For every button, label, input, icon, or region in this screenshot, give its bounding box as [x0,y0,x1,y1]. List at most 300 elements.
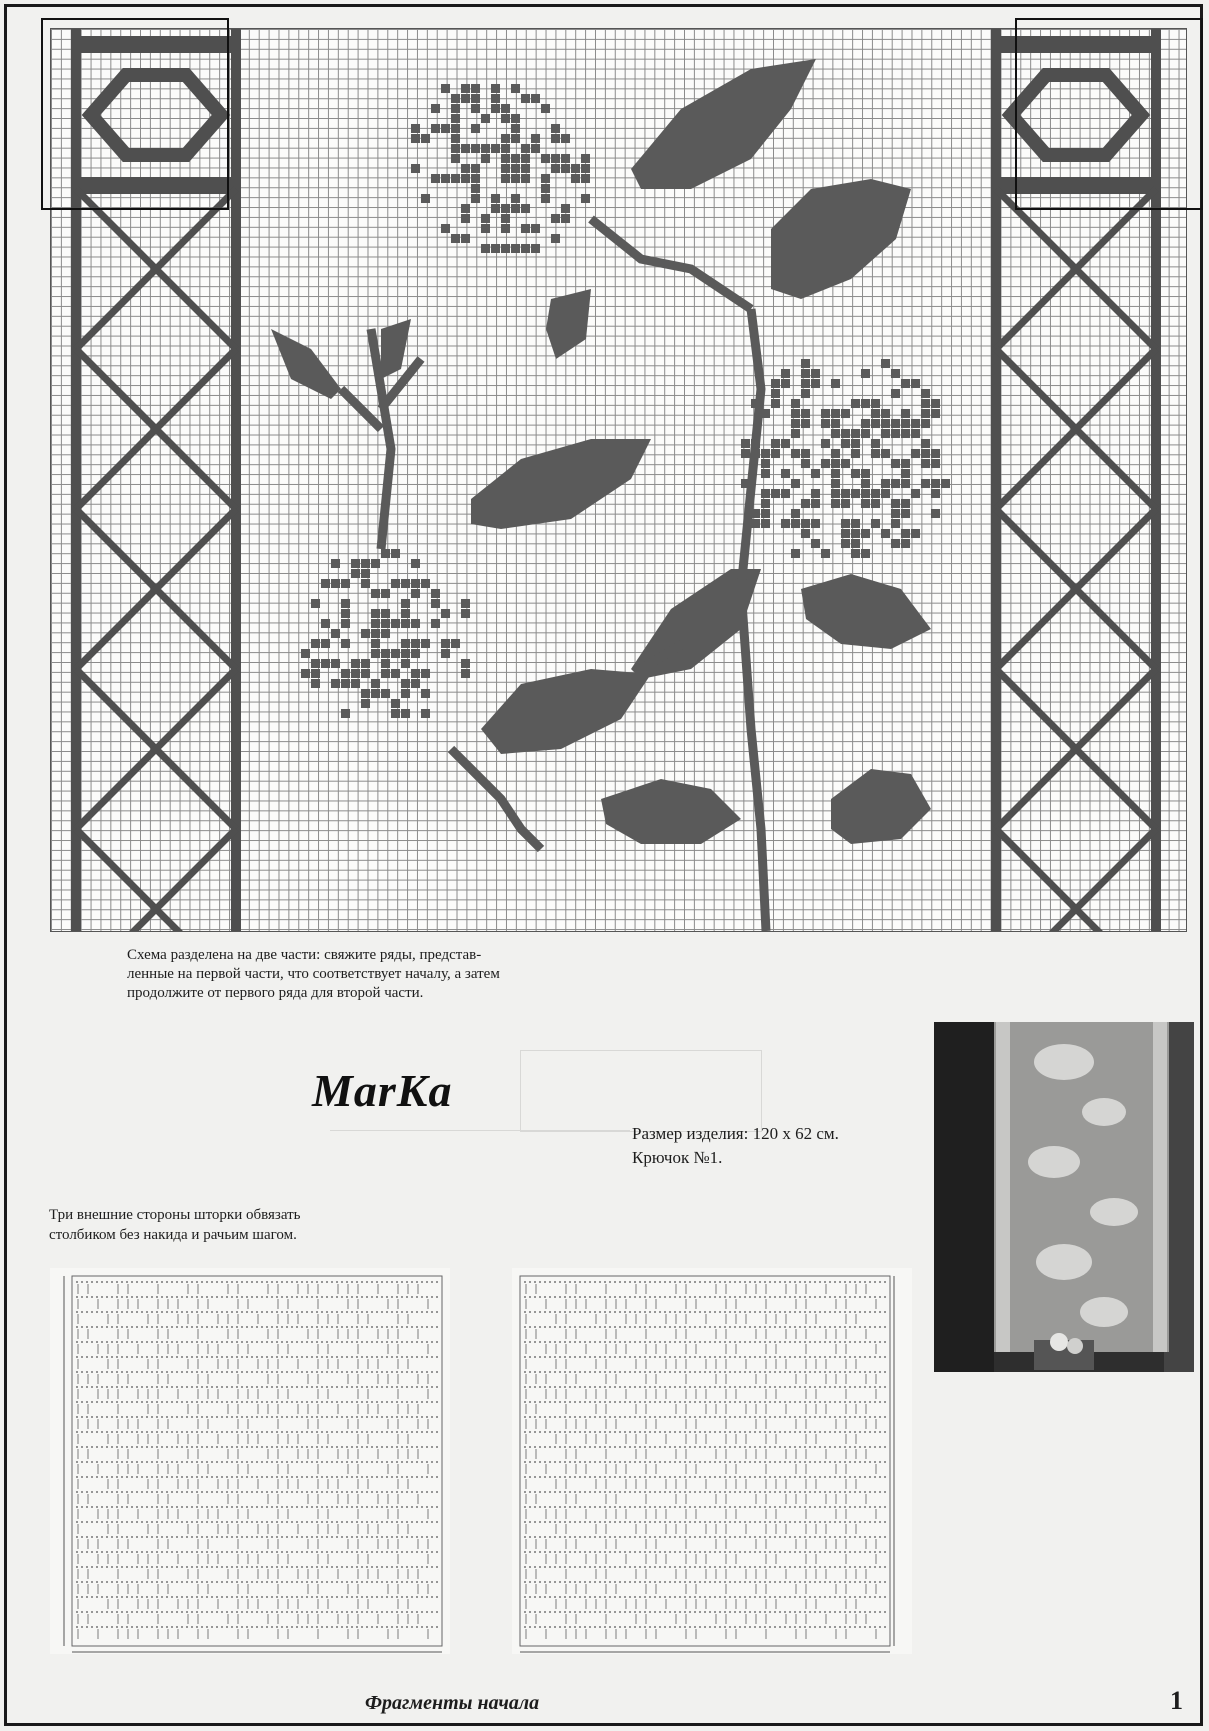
filled-cell [511,154,520,163]
filled-cell [371,559,380,568]
filled-cell [501,174,510,183]
filled-cell [481,154,490,163]
filled-cell [431,104,440,113]
filled-cell [921,449,930,458]
filled-cell [481,224,490,233]
filled-cell [431,124,440,133]
filled-cell [371,639,380,648]
filled-cell [821,459,830,468]
filled-cell [801,529,810,538]
filled-cell [381,659,390,668]
filled-cell [831,379,840,388]
bud-leaf-3 [546,289,591,359]
filled-cell [861,369,870,378]
filled-cell [421,194,430,203]
hook-line: Крючок №1. [632,1148,723,1167]
filled-cell [921,459,930,468]
filled-cell [841,489,850,498]
filled-cell [831,459,840,468]
leaf-center [471,439,651,529]
filled-cell [551,234,560,243]
filled-cell [811,519,820,528]
filled-cell [501,244,510,253]
filled-cell [511,174,520,183]
filled-cell [841,439,850,448]
filled-cell [801,459,810,468]
note-line: Схема разделена на две части: свяжите ряды, представ- [127,947,482,963]
filled-cell [471,104,480,113]
filled-cell [321,579,330,588]
filled-cell [841,429,850,438]
filled-cell [781,369,790,378]
filled-cell [401,639,410,648]
filled-cell [831,499,840,508]
filled-cell [391,579,400,588]
filled-cell [341,639,350,648]
filled-cell [891,429,900,438]
filled-cell [791,519,800,528]
filled-cell [391,709,400,718]
edging-instructions [49,1205,409,1245]
filled-cell [391,549,400,558]
filled-cell [841,499,850,508]
filled-cell [541,174,550,183]
filled-cell [451,124,460,133]
edge-note-line: столбиком без накида и рачьим шагом. [49,1227,297,1243]
filled-cell [871,519,880,528]
filled-cell [401,649,410,658]
filled-cell [451,94,460,103]
filled-cell [511,194,520,203]
filled-cell [761,519,770,528]
filled-cell [891,369,900,378]
filled-cell [911,379,920,388]
note-line: ленные на первой части, что соответствует началу, а затем [127,966,500,982]
filled-cell [561,154,570,163]
filled-cell [451,174,460,183]
filled-cell [921,409,930,418]
note-line: продолжите от первого ряда для второй части. [127,985,424,1001]
filled-cell [501,154,510,163]
filled-cell [381,609,390,618]
page-number: 1 [1170,1686,1183,1715]
filled-cell [871,489,880,498]
filled-cell [361,659,370,668]
filled-cell [781,439,790,448]
filled-cell [801,449,810,458]
filled-cell [531,134,540,143]
filled-cell [781,379,790,388]
filled-cell [891,519,900,528]
filled-cell [911,429,920,438]
filled-cell [891,389,900,398]
filled-cell [411,124,420,133]
filled-cell [581,164,590,173]
filled-cell [511,114,520,123]
filled-cell [391,619,400,628]
filled-cell [811,489,820,498]
filled-cell [321,619,330,628]
filled-cell [861,429,870,438]
filled-cell [391,699,400,708]
filled-cell [811,499,820,508]
filled-cell [471,84,480,93]
filled-cell [351,679,360,688]
filled-cell [931,459,940,468]
filled-cell [461,94,470,103]
filled-cell [411,639,420,648]
filled-cell [811,379,820,388]
filled-cell [341,679,350,688]
filled-cell [321,639,330,648]
filled-cell [791,419,800,428]
filled-cell [901,429,910,438]
filled-cell [811,469,820,478]
filled-cell [901,419,910,428]
filled-cell [421,689,430,698]
filled-cell [441,639,450,648]
leaf-bottom-right [831,769,931,844]
filled-cell [861,529,870,538]
filled-cell [841,539,850,548]
filled-cell [801,499,810,508]
filled-cell [421,709,430,718]
filled-cell [511,244,520,253]
filled-cell [551,134,560,143]
size-info [632,1122,839,1170]
filled-cell [921,389,930,398]
filled-cell [461,204,470,213]
fragments-caption: Фрагменты начала [365,1692,540,1714]
filled-cell [761,449,770,458]
filled-cell [491,244,500,253]
filled-cell [511,164,520,173]
filled-cell [491,94,500,103]
filled-cell [921,439,930,448]
filled-cell [571,174,580,183]
filled-cell [471,174,480,183]
filled-cell [861,489,870,498]
filled-cell [891,479,900,488]
lattice-line [996,829,1156,931]
filled-cell [901,409,910,418]
edge-note-line: Три внешние стороны шторки обвязать [49,1207,301,1223]
filled-cell [331,629,340,638]
filled-cell [771,439,780,448]
filled-cell [341,619,350,628]
filled-cell [551,164,560,173]
leaf-bottom-center [601,779,741,844]
filled-cell [931,479,940,488]
filled-cell [901,539,910,548]
filled-cell [351,569,360,578]
filled-cell [581,154,590,163]
filled-cell [501,134,510,143]
filled-cell [351,669,360,678]
filled-cell [851,439,860,448]
filled-cell [771,379,780,388]
fragment-right-diagram [512,1268,912,1654]
filled-cell [481,214,490,223]
filled-cell [381,629,390,638]
filled-cell [481,144,490,153]
filled-cell [911,529,920,538]
filled-cell [821,549,830,558]
filled-cell [781,519,790,528]
filled-cell [521,144,530,153]
filled-cell [571,164,580,173]
filled-cell [301,669,310,678]
filled-cell [881,409,890,418]
filled-cell [341,579,350,588]
filled-cell [891,499,900,508]
filled-cell [741,439,750,448]
filled-cell [321,659,330,668]
filled-cell [911,419,920,428]
filled-cell [391,669,400,678]
filled-cell [541,104,550,113]
filled-cell [311,679,320,688]
bud-leaf-1 [271,329,341,399]
filled-cell [501,204,510,213]
filled-cell [871,419,880,428]
filled-cell [471,164,480,173]
leaf-right-low [801,574,931,649]
fragment-chart-right [512,1268,912,1654]
filled-cell [941,479,950,488]
filled-cell [351,559,360,568]
filled-cell [471,194,480,203]
filled-cell [401,599,410,608]
filled-cell [311,599,320,608]
filled-cell [461,659,470,668]
filled-cell [461,84,470,93]
filled-cell [521,204,530,213]
filled-cell [791,399,800,408]
filled-cell [891,459,900,468]
filled-cell [411,669,420,678]
filled-cell [921,419,930,428]
filled-cell [361,569,370,578]
fragment-chart-left [50,1268,450,1654]
filled-cell [521,224,530,233]
filled-cell [511,134,520,143]
filled-cell [361,559,370,568]
leaf-mid-right [771,179,911,299]
filled-cell [401,659,410,668]
filled-cell [801,369,810,378]
filled-cell [451,114,460,123]
filled-cell [451,234,460,243]
chart-instructions [127,946,627,1003]
filled-cell [901,509,910,518]
filled-cell [421,669,430,678]
filled-cell [841,459,850,468]
filled-cell [441,609,450,618]
filled-cell [791,409,800,418]
filled-cell [431,599,440,608]
filled-cell [581,194,590,203]
filled-cell [551,154,560,163]
filled-cell [451,639,460,648]
filled-cell [511,124,520,133]
filled-cell [831,449,840,458]
filled-cell [471,94,480,103]
filled-cell [771,389,780,398]
filled-cell [531,144,540,153]
filled-cell [821,419,830,428]
filled-cell [381,649,390,658]
filled-cell [861,479,870,488]
filled-cell [401,609,410,618]
filled-cell [511,84,520,93]
filled-cell [381,549,390,558]
filled-cell [771,399,780,408]
filled-cell [431,589,440,598]
filled-cell [381,619,390,628]
filled-cell [371,649,380,658]
filled-cell [851,529,860,538]
filled-cell [831,429,840,438]
filled-cell [411,579,420,588]
filled-cell [491,84,500,93]
filled-cell [431,174,440,183]
filled-cell [421,134,430,143]
filled-cell [881,489,890,498]
filled-cell [491,144,500,153]
filled-cell [841,529,850,538]
filled-cell [791,549,800,558]
filled-cell [451,134,460,143]
filled-cell [311,639,320,648]
filled-cell [861,469,870,478]
filled-cell [931,399,940,408]
filled-cell [461,234,470,243]
filled-cell [491,204,500,213]
curtain-photo [934,1022,1194,1372]
filled-cell [481,114,490,123]
filled-cell [461,609,470,618]
filled-cell [881,419,890,428]
leaf-lower-left [481,669,651,754]
filled-cell [471,144,480,153]
filled-cell [451,144,460,153]
filled-cell [311,669,320,678]
filled-cell [561,164,570,173]
filled-cell [931,509,940,518]
filled-cell [851,489,860,498]
filled-cell [381,669,390,678]
filled-cell [911,449,920,458]
filled-cell [441,174,450,183]
rose-flower [741,359,950,558]
filled-cell [391,649,400,658]
filled-cell [401,579,410,588]
filled-cell [931,489,940,498]
filled-cell [541,194,550,203]
filled-cell [401,709,410,718]
filled-cell [791,449,800,458]
filled-cell [851,449,860,458]
filled-cell [531,244,540,253]
filled-cell [921,479,930,488]
leaf-top-right [631,59,816,189]
filled-cell [831,469,840,478]
filled-cell [781,489,790,498]
filled-cell [901,499,910,508]
filled-cell [931,449,940,458]
filled-cell [471,124,480,133]
filled-cell [791,429,800,438]
filled-cell [331,659,340,668]
filled-cell [801,409,810,418]
filled-cell [901,529,910,538]
filled-cell [801,519,810,528]
filled-cell [411,589,420,598]
filled-cell [361,699,370,708]
filled-cell [421,639,430,648]
filled-cell [421,579,430,588]
fragment-left-diagram [50,1268,450,1654]
filled-cell [441,84,450,93]
filled-cell [411,134,420,143]
filled-cell [811,539,820,548]
filled-cell [331,559,340,568]
filled-cell [901,479,910,488]
filled-cell [891,539,900,548]
filled-cell [461,164,470,173]
filled-cell [791,479,800,488]
filled-cell [381,689,390,698]
filled-cell [851,519,860,528]
filled-cell [551,124,560,133]
filled-cell [411,679,420,688]
corner-highlight-right [1015,18,1203,210]
filled-cell [761,469,770,478]
filled-cell [741,449,750,458]
corner-highlight-left [41,18,229,210]
filled-cell [361,579,370,588]
filled-cell [501,114,510,123]
filled-cell [371,589,380,598]
filled-cell [481,244,490,253]
filled-cell [871,439,880,448]
filled-cell [831,419,840,428]
filled-cell [851,399,860,408]
filled-cell [861,549,870,558]
filled-cell [851,549,860,558]
filled-cell [461,669,470,678]
filled-cell [401,689,410,698]
filled-cell [891,419,900,428]
lattice-line [996,829,1156,931]
corner-motifs [81,49,1151,181]
filled-cell [861,419,870,428]
filled-cell [331,679,340,688]
filled-cell [401,679,410,688]
filled-cell [851,429,860,438]
hydrangea-top [411,84,590,253]
filled-cell [461,214,470,223]
filled-cell [891,509,900,518]
filled-cell [441,649,450,658]
filled-cell [501,104,510,113]
filled-cell [461,174,470,183]
size-line: Размер изделия: 120 х 62 см. [632,1124,839,1143]
filled-cell [791,509,800,518]
filled-cell [371,679,380,688]
filled-cell [821,439,830,448]
